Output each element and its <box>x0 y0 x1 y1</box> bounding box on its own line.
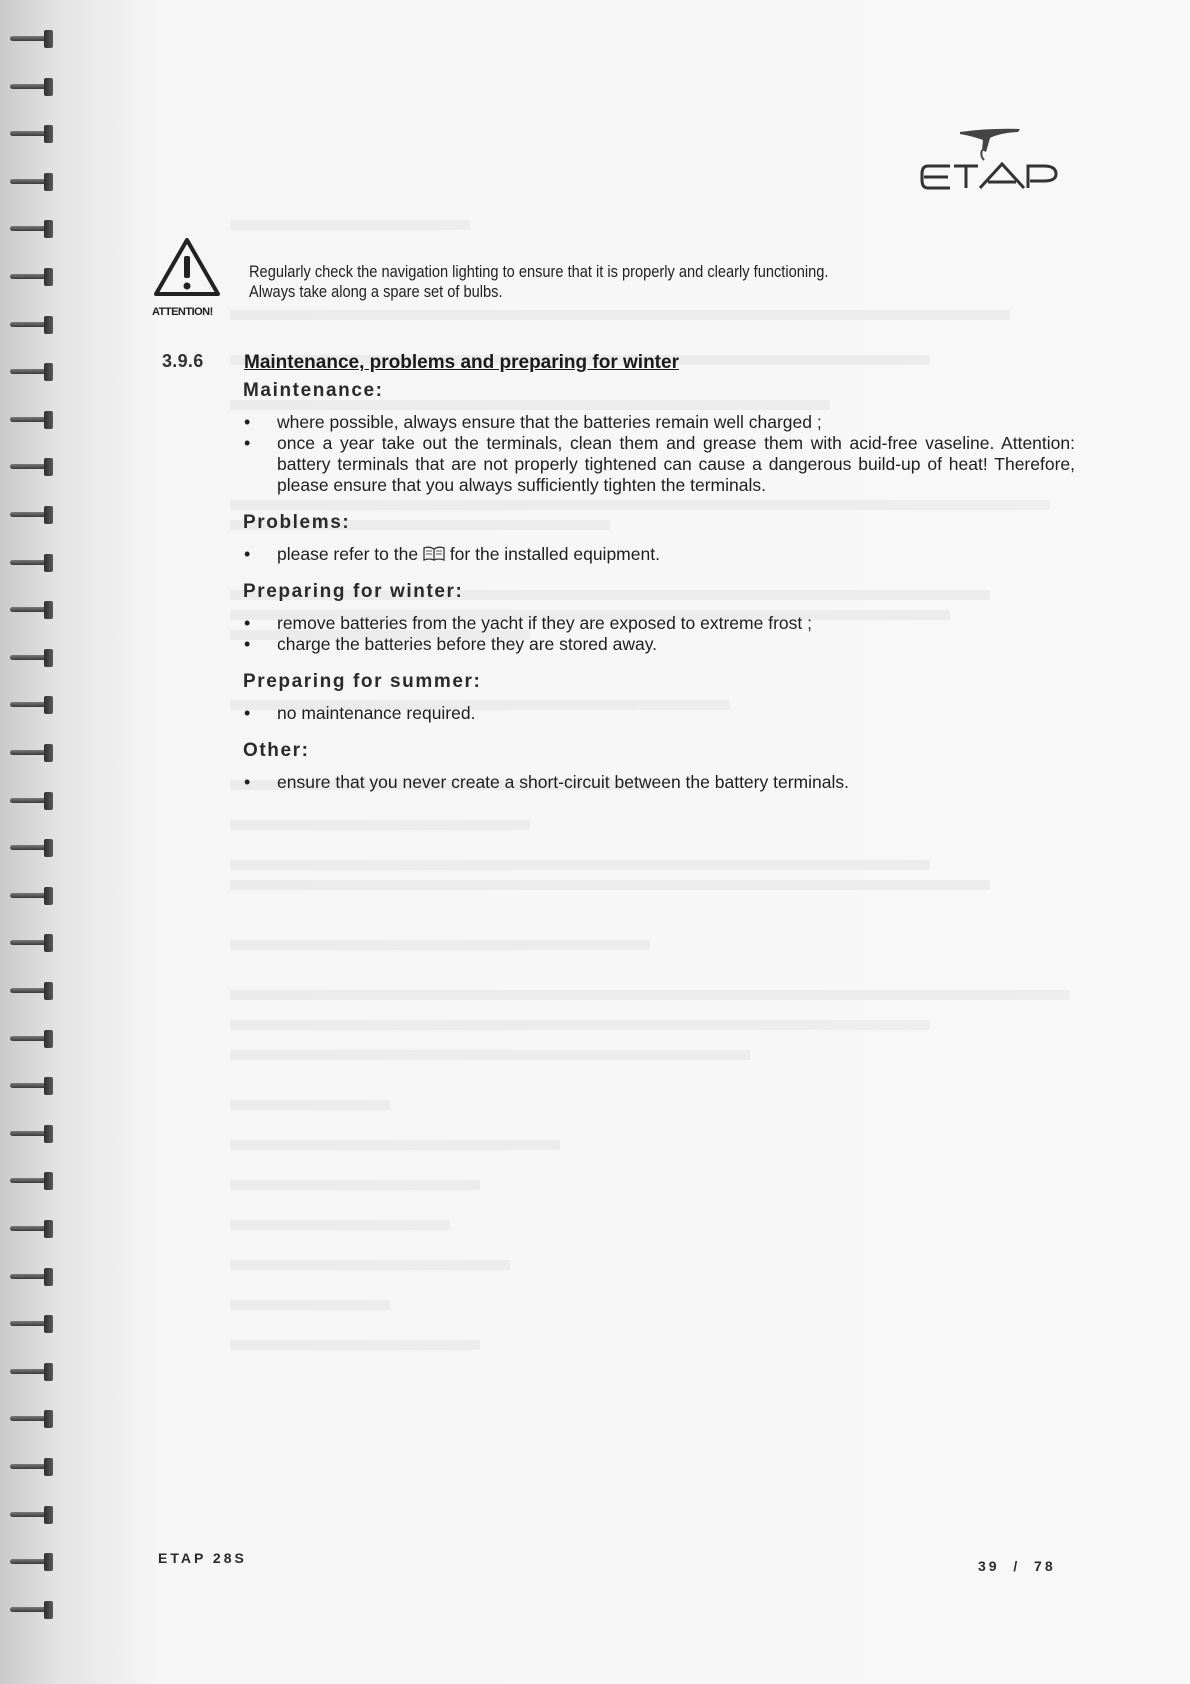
binding-ring <box>10 744 56 762</box>
problems-list <box>243 544 1075 565</box>
binding-ring <box>10 887 56 905</box>
page-current: 39 <box>978 1558 1000 1574</box>
binding-ring <box>10 1553 56 1571</box>
binding-ring <box>10 363 56 381</box>
show-through-line <box>230 310 1010 320</box>
binding-ring <box>10 1363 56 1381</box>
section-content <box>243 380 1075 809</box>
warning-line: Always take along a spare set of bulbs. <box>249 282 503 301</box>
show-through-line <box>230 860 930 870</box>
page-number <box>978 1558 1056 1574</box>
binding-ring <box>10 316 56 334</box>
binding-ring <box>10 696 56 714</box>
binding-ring <box>10 601 56 619</box>
attention-label: ATTENTION! <box>152 306 213 318</box>
show-through-line <box>230 880 990 890</box>
show-through-line <box>230 1020 930 1030</box>
show-through-line <box>230 1220 450 1230</box>
binding-ring <box>10 30 56 48</box>
list-item: • ensure that you never create a short-circuit between the battery terminals. <box>244 772 849 792</box>
warning-line: Regularly check the navigation lighting to ensure that it is properly and clearly functioning. <box>249 262 829 281</box>
book-icon <box>423 546 445 561</box>
spiral-binding <box>10 30 60 1650</box>
binding-ring <box>10 458 56 476</box>
problems-heading: Problems: <box>243 512 351 533</box>
section-number: 3.9.6 <box>162 351 204 371</box>
show-through-line <box>230 1100 390 1110</box>
maintenance-list <box>243 412 1075 496</box>
etap-logo <box>920 126 1080 206</box>
binding-ring <box>10 934 56 952</box>
binding-ring <box>10 982 56 1000</box>
show-through-line <box>230 1180 480 1190</box>
binding-ring <box>10 1077 56 1095</box>
page-separator: / <box>1013 1558 1021 1574</box>
other-heading: Other: <box>243 740 310 761</box>
footer-model: ETAP 28S <box>158 1550 247 1566</box>
show-through-line <box>230 220 470 230</box>
section-title: Maintenance, problems and preparing for winter <box>244 352 679 373</box>
show-through-line <box>230 990 1070 1000</box>
binding-ring <box>10 1125 56 1143</box>
binding-ring <box>10 839 56 857</box>
list-item: • where possible, always ensure that the batteries remain well charged ; <box>244 412 822 432</box>
show-through-line <box>230 1300 390 1310</box>
binding-ring <box>10 411 56 429</box>
list-item: • no maintenance required. <box>244 703 476 723</box>
binding-ring <box>10 268 56 286</box>
binding-ring <box>10 1268 56 1286</box>
other-list <box>243 772 1075 793</box>
binding-ring <box>10 1030 56 1048</box>
binding-ring <box>10 554 56 572</box>
summer-heading: Preparing for summer: <box>243 671 482 692</box>
list-item: • please refer to the for the installed equipment. <box>244 544 660 564</box>
list-item: • once a year take out the terminals, clean them and grease them with acid-free vaseline. Attention: battery terminals that are not properly tightened can cause a dangerous build-up of heat! Therefore, please ensure that you always sufficiently tighten the terminals. <box>244 433 1075 495</box>
list-item: • charge the batteries before they are stored away. <box>244 634 658 654</box>
maintenance-heading: Maintenance: <box>243 380 384 401</box>
warning-text <box>249 262 851 302</box>
winter-heading: Preparing for winter: <box>243 581 464 602</box>
summer-list <box>243 703 1075 724</box>
binding-ring <box>10 1506 56 1524</box>
show-through-line <box>230 1140 560 1150</box>
binding-ring <box>10 125 56 143</box>
binding-ring <box>10 1410 56 1428</box>
binding-ring <box>10 1315 56 1333</box>
binding-ring <box>10 173 56 191</box>
binding-ring <box>10 1172 56 1190</box>
binding-ring <box>10 78 56 96</box>
show-through-line <box>230 940 650 950</box>
page-total: 78 <box>1034 1558 1056 1574</box>
binding-ring <box>10 1220 56 1238</box>
binding-ring <box>10 649 56 667</box>
binding-ring <box>10 506 56 524</box>
list-item: • remove batteries from the yacht if they are exposed to extreme frost ; <box>244 613 812 633</box>
binding-ring <box>10 792 56 810</box>
show-through-line <box>230 1340 480 1350</box>
show-through-line <box>230 1260 510 1270</box>
binding-ring <box>10 220 56 238</box>
binding-ring <box>10 1601 56 1619</box>
binding-ring <box>10 1458 56 1476</box>
winter-list <box>243 613 1075 655</box>
show-through-line <box>230 1050 750 1060</box>
show-through-line <box>230 820 530 830</box>
